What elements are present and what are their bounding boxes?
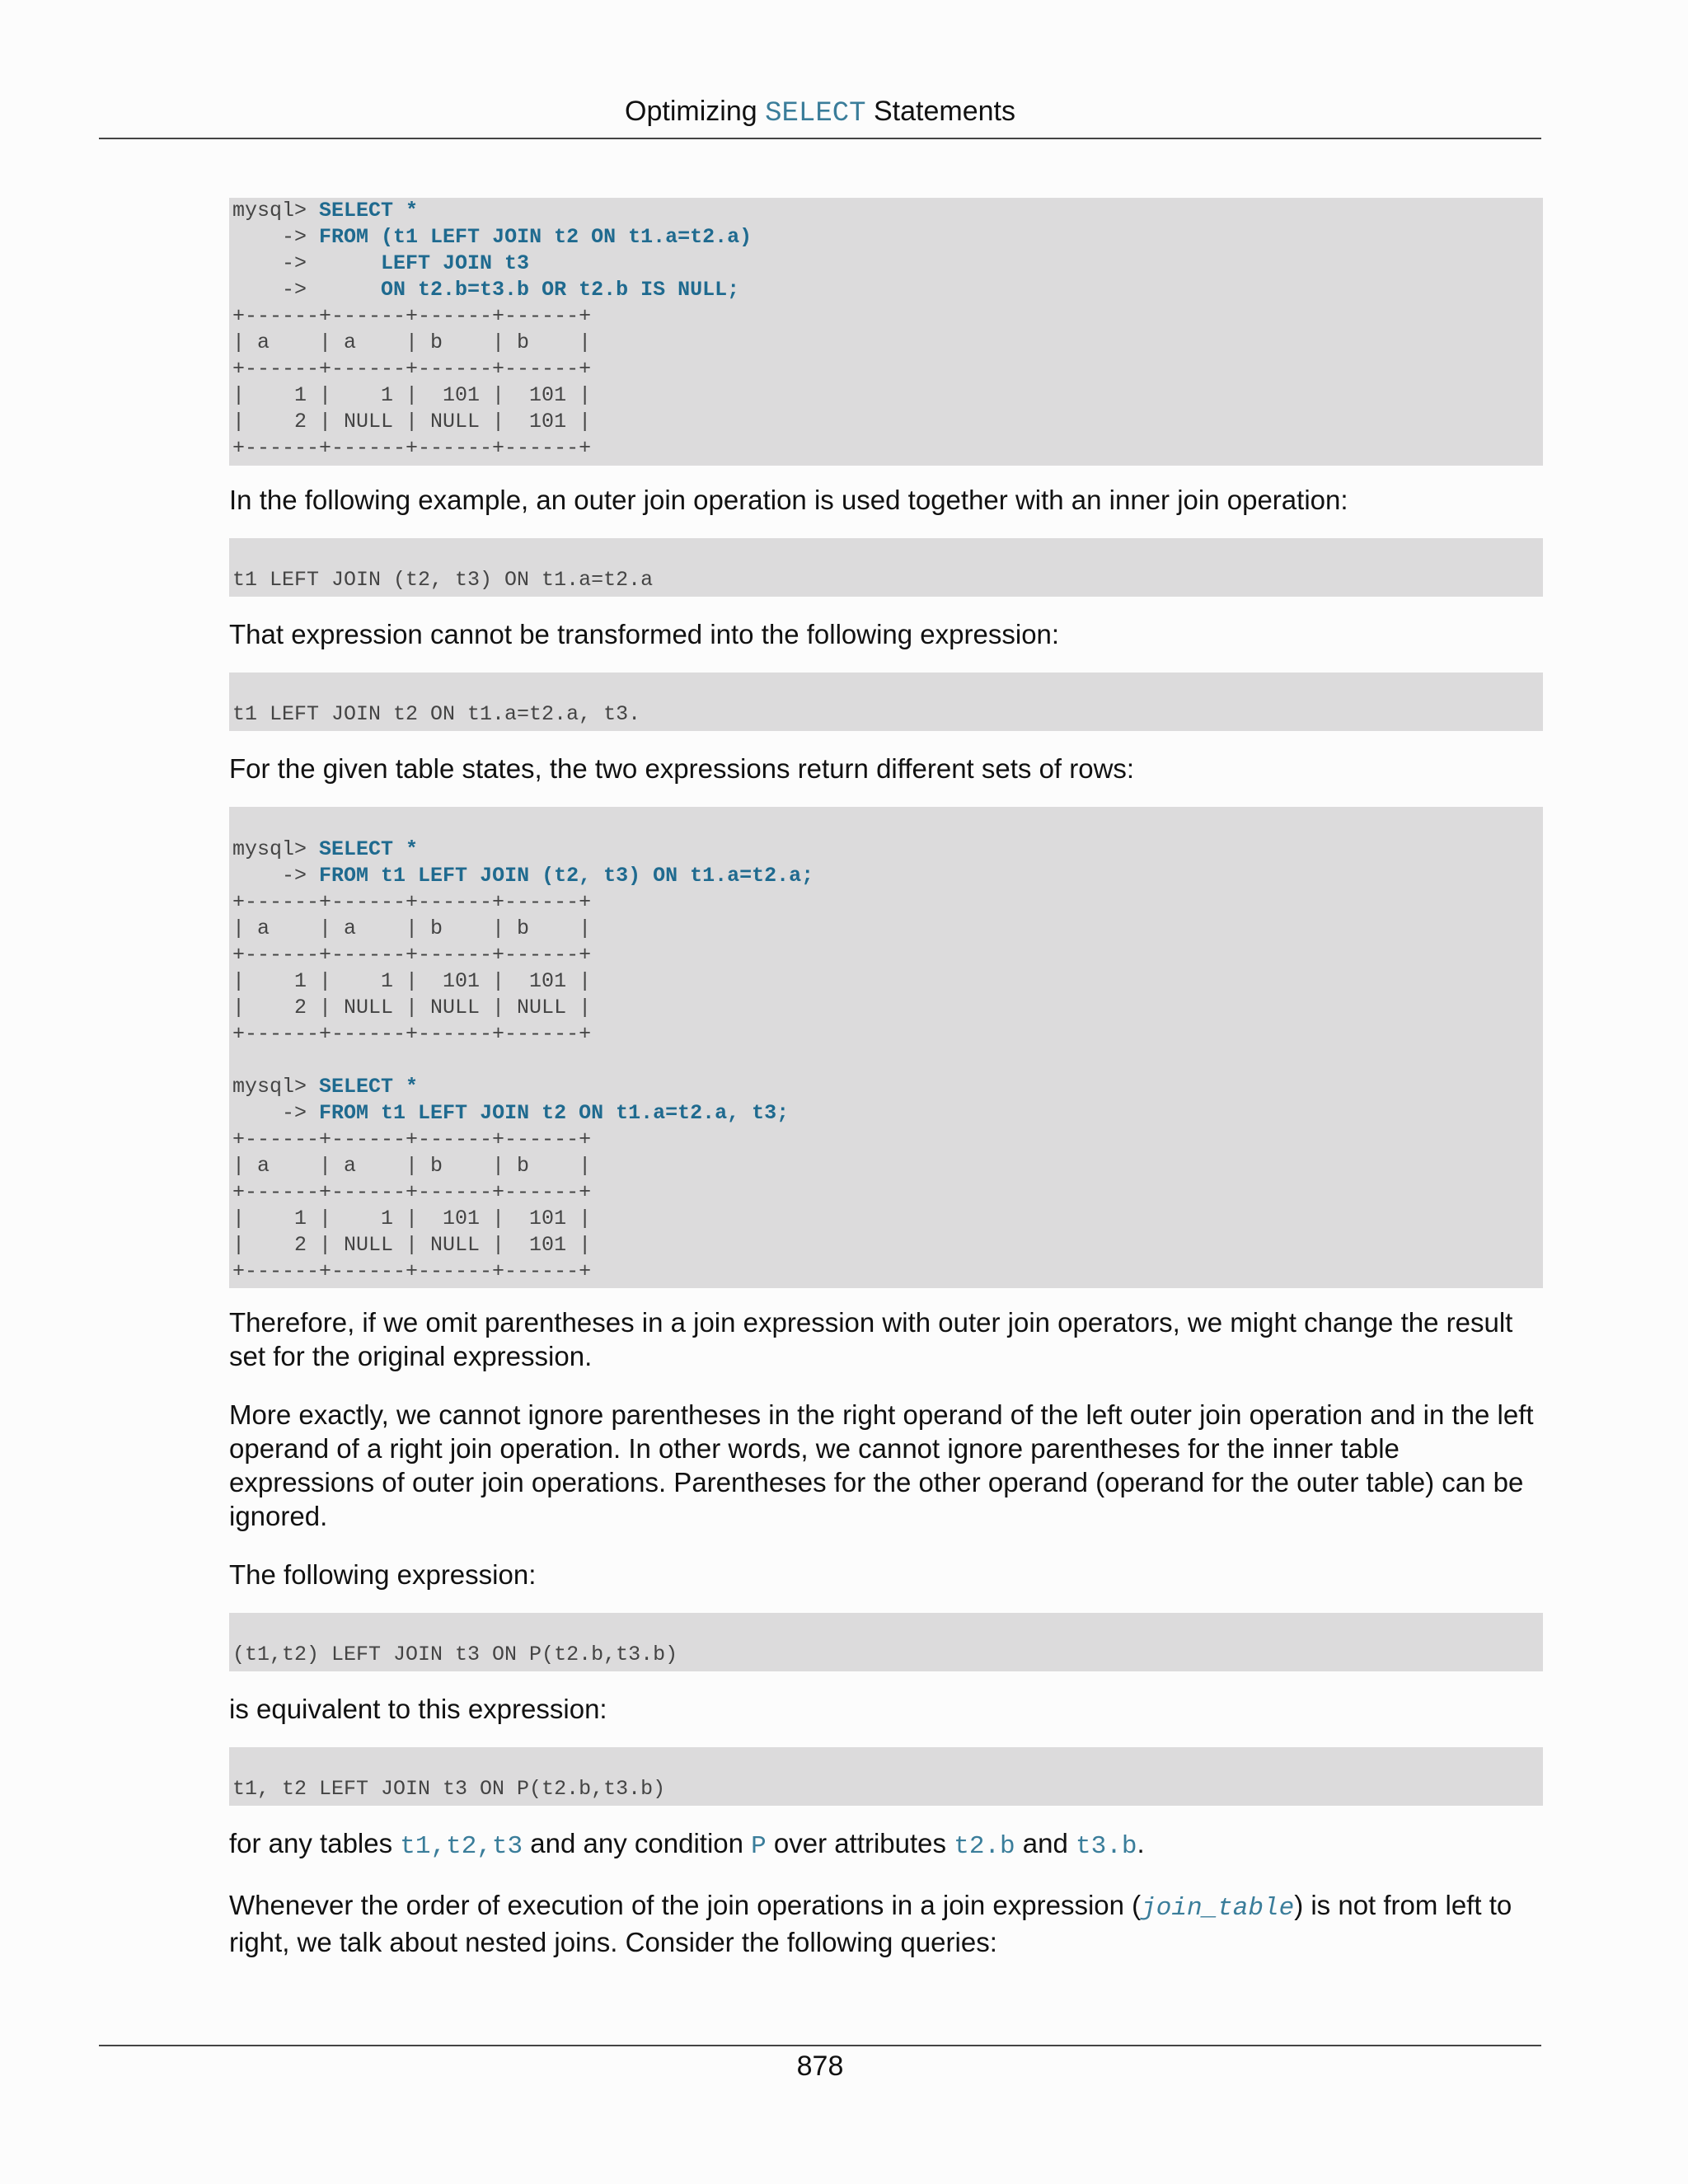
code-block-3: t1 LEFT JOIN t2 ON t1.a=t2.a, t3. xyxy=(229,673,1543,731)
code-block-6: t1, t2 LEFT JOIN t3 ON P(t2.b,t3.b) xyxy=(229,1747,1543,1806)
text-run: Whenever the order of execution of the join operations in a join expression ( xyxy=(229,1890,1142,1920)
paragraph: The following expression: xyxy=(229,1559,537,1590)
result-table: +------+------+------+------+ | a | a | b | b | +------+------+------+------+ | 1 | 1 | 101 | 101 | | 2 | NULL | NULL | 101 | +------+------+------+------+ xyxy=(232,304,592,460)
code-prompt: -> xyxy=(232,278,382,302)
inline-code: t3.b xyxy=(1076,1832,1137,1861)
code-command: SELECT * xyxy=(319,199,419,223)
text-run: ) is not from left to right, we talk about nested joins. Consider the following queries: xyxy=(229,1890,1512,1957)
code-prompt: -> xyxy=(232,1101,320,1125)
text-run: and xyxy=(1015,1828,1076,1858)
code-command: FROM (t1 LEFT JOIN t2 ON t1.a=t2.a) xyxy=(319,225,753,249)
code-command: SELECT * xyxy=(319,837,419,861)
page-number: 878 xyxy=(796,2050,844,2082)
result-table: +------+------+------+------+ | a | a | b | b | +------+------+------+------+ | 1 | 1 | 101 | 101 | | 2 | NULL | NULL | 101 | +------+------+------+------+ xyxy=(232,1127,592,1283)
paragraph xyxy=(229,1826,1543,1863)
code-command: SELECT * xyxy=(319,1075,419,1099)
code-command: ON t2.b=t3.b OR t2.b IS NULL; xyxy=(381,278,740,302)
result-table: +------+------+------+------+ | a | a | b | b | +------+------+------+------+ | 1 | 1 | 101 | 101 | | 2 | NULL | NULL | NULL | +------+------+------+------+ xyxy=(232,890,592,1046)
code-block-2: t1 LEFT JOIN (t2, t3) ON t1.a=t2.a xyxy=(229,538,1543,597)
code-prompt: mysql> xyxy=(232,837,320,861)
inline-code: t1,t2,t3 xyxy=(400,1832,523,1861)
code-block-4 xyxy=(229,807,1543,1288)
text-run: for any tables xyxy=(229,1828,401,1858)
text-run: and any condition xyxy=(523,1828,752,1858)
header-rule xyxy=(99,138,1541,139)
inline-code: P xyxy=(751,1832,767,1861)
code-prompt: mysql> xyxy=(232,199,320,223)
code-block-1 xyxy=(229,198,1543,466)
header-text-pre: Optimizing xyxy=(625,96,766,127)
text-run: over attributes xyxy=(766,1828,954,1858)
code-prompt: mysql> xyxy=(232,1075,320,1099)
paragraph: More exactly, we cannot ignore parentheses in the right operand of the left outer join operation and in the left operand of a right join operation. In other words, we cannot ignore parentheses for the inner table expressions of outer join operations. Parentheses for the other operand (operand for the outer table) can be ignored. xyxy=(229,1399,1534,1531)
code-prompt: -> xyxy=(232,251,382,275)
header-text-post: Statements xyxy=(865,96,1015,127)
paragraph: In the following example, an outer join operation is used together with an inner join operation: xyxy=(229,485,1348,515)
code-command: FROM t1 LEFT JOIN (t2, t3) ON t1.a=t2.a; xyxy=(319,864,814,888)
code-prompt: -> xyxy=(232,225,320,249)
page-header xyxy=(99,96,1541,129)
text-run: . xyxy=(1137,1828,1145,1858)
paragraph: For the given table states, the two expressions return different sets of rows: xyxy=(229,753,1135,784)
paragraph: Therefore, if we omit parentheses in a join expression with outer join operators, we might change the result set for the original expression. xyxy=(229,1307,1513,1371)
page-content xyxy=(229,198,1543,1959)
paragraph: That expression cannot be transformed into the following expression: xyxy=(229,619,1060,649)
paragraph xyxy=(229,1888,1543,1959)
header-code-select: SELECT xyxy=(765,98,866,129)
code-command: FROM t1 LEFT JOIN t2 ON t1.a=t2.a, t3; xyxy=(319,1101,790,1125)
inline-code: join_table xyxy=(1141,1894,1295,1923)
code-prompt: -> xyxy=(232,864,320,888)
code-block-5: (t1,t2) LEFT JOIN t3 ON P(t2.b,t3.b) xyxy=(229,1613,1543,1671)
inline-code: t2.b xyxy=(954,1832,1015,1861)
code-command: LEFT JOIN t3 xyxy=(381,251,530,275)
paragraph: is equivalent to this expression: xyxy=(229,1694,607,1724)
footer-rule xyxy=(99,2045,1541,2046)
